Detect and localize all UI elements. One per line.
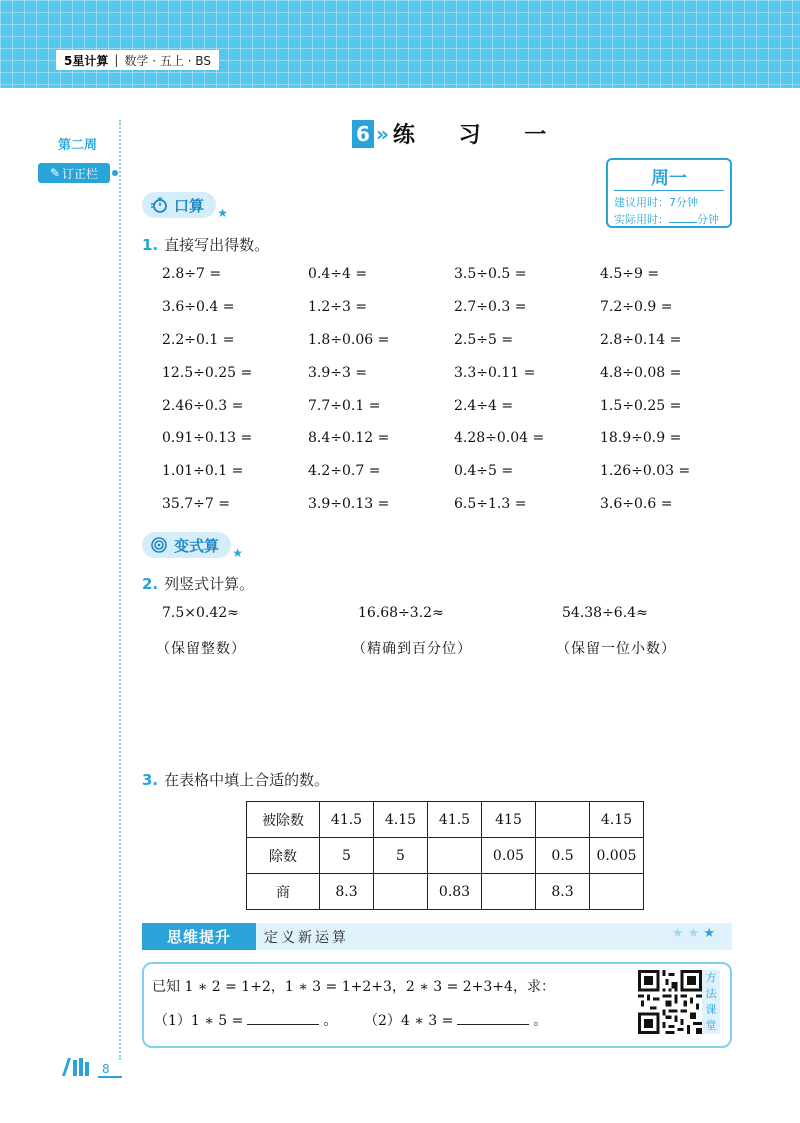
section-oral xyxy=(142,192,229,220)
section-variant xyxy=(142,532,244,560)
section-oral-title: 口算 xyxy=(174,196,205,215)
table-cell-blank[interactable] xyxy=(482,874,536,910)
correction-dot xyxy=(112,170,118,176)
lesson-number: 6 xyxy=(352,120,374,148)
day-label: 周一 xyxy=(651,168,687,189)
series-brand: 5星计算 xyxy=(64,53,109,68)
footer-underline xyxy=(98,1076,122,1078)
thinking-subtitle: 定义新运算 xyxy=(264,930,349,946)
q2-requirement: （保留一位小数） xyxy=(556,641,676,657)
q1-item: 1.5÷0.25 = xyxy=(600,398,682,414)
table-row xyxy=(247,802,644,838)
q1-item: 2.8÷7 = xyxy=(162,266,222,282)
q1-item: 3.6÷0.6 = xyxy=(600,496,673,512)
q1-item: 1.8÷0.06 = xyxy=(308,332,390,348)
q1-item: 2.4÷4 = xyxy=(454,398,514,414)
table-cell: 0.83 xyxy=(428,874,482,910)
actual-time-label: 实际用时： xyxy=(614,213,669,226)
q1-item: 8.4÷0.12 = xyxy=(308,430,390,446)
lesson-name: 练 习 一 xyxy=(392,123,565,148)
chevron-right-icon: » xyxy=(376,121,389,146)
table-cell: 415 xyxy=(482,802,536,838)
method-char: 堂 xyxy=(705,1019,717,1032)
answer-blank[interactable] xyxy=(457,1011,529,1025)
q1-item: 0.4÷5 = xyxy=(454,463,514,479)
star-icon: ★ xyxy=(672,926,688,941)
period: 。 xyxy=(323,1013,338,1029)
q1-item: 2.2÷0.1 = xyxy=(162,332,235,348)
table-cell: 0.5 xyxy=(536,838,590,874)
series-subtitle: 数学 · 五上 · BS xyxy=(124,53,211,68)
q1-item: 7.2÷0.9 = xyxy=(600,299,673,315)
series-tag xyxy=(56,50,219,70)
method-class-tag[interactable] xyxy=(702,970,720,1034)
q1-item: 6.5÷1.3 = xyxy=(454,496,527,512)
correction-tag xyxy=(38,163,110,183)
table-row xyxy=(247,874,644,910)
star-icon: ★ xyxy=(232,546,244,560)
method-char: 方 xyxy=(705,971,717,984)
qr-code-icon[interactable] xyxy=(638,970,702,1034)
table-cell: 5 xyxy=(374,838,428,874)
q1-item: 4.8÷0.08 = xyxy=(600,365,682,381)
q2-requirement: （精确到百分位） xyxy=(352,641,472,657)
target-icon xyxy=(150,536,168,554)
q1-item: 2.8÷0.14 = xyxy=(600,332,682,348)
actual-time-blank[interactable] xyxy=(669,213,697,223)
table-cell: 0.005 xyxy=(590,838,644,874)
q1-text: 直接写出得数。 xyxy=(164,236,270,254)
star-icon: ★ xyxy=(703,926,719,941)
q1-item: 2.7÷0.3 = xyxy=(454,299,527,315)
books-icon xyxy=(60,1056,96,1076)
q1-item: 4.28÷0.04 = xyxy=(454,430,545,446)
day-card xyxy=(606,158,732,228)
q1-item: 3.9÷3 = xyxy=(308,365,368,381)
q2-heading xyxy=(142,573,254,594)
q1-item: 7.7÷0.1 = xyxy=(308,398,381,414)
method-char: 课 xyxy=(705,1003,717,1016)
q1-item: 3.5÷0.5 = xyxy=(454,266,527,282)
q2-expression: 7.5×0.42≈ xyxy=(162,605,239,621)
q1-item: 18.9÷0.9 = xyxy=(600,430,682,446)
q2-text: 列竖式计算。 xyxy=(164,575,255,593)
q1-item: 35.7÷7 = xyxy=(162,496,230,512)
answer-blank[interactable] xyxy=(247,1011,319,1025)
table-cell: 0.05 xyxy=(482,838,536,874)
actual-time xyxy=(614,211,719,227)
margin-divider xyxy=(119,120,121,1060)
thinking-part-1-expr: （1）1 ∗ 5 = xyxy=(154,1013,244,1029)
thinking-part-1 xyxy=(154,1010,337,1030)
q1-number: 1. xyxy=(142,236,159,254)
table-row-label: 商 xyxy=(247,874,320,910)
q1-item: 3.3÷0.11 = xyxy=(454,365,536,381)
thinking-problem: 已知 1 ∗ 2 = 1+2，1 ∗ 3 = 1+2+3，2 ∗ 3 = 2+3+4，求： xyxy=(152,979,555,995)
table-cell-blank[interactable] xyxy=(590,874,644,910)
thinking-part-2-expr: （2）4 ∗ 3 = xyxy=(364,1013,454,1029)
star-icon: ★ xyxy=(217,206,229,220)
table-cell-blank[interactable] xyxy=(374,874,428,910)
period: 。 xyxy=(533,1013,548,1029)
q1-item: 0.91÷0.13 = xyxy=(162,430,253,446)
q1-item: 12.5÷0.25 = xyxy=(162,365,253,381)
actual-time-unit: 分钟 xyxy=(697,213,719,226)
table-cell: 4.15 xyxy=(374,802,428,838)
q2-expression: 16.68÷3.2≈ xyxy=(358,605,444,621)
star-icon: ★ xyxy=(687,926,704,941)
q3-heading xyxy=(142,769,329,790)
table-cell-blank[interactable] xyxy=(428,838,482,874)
q3-text: 在表格中填上合适的数。 xyxy=(164,771,330,789)
q1-item: 2.46÷0.3 = xyxy=(162,398,244,414)
q1-item: 0.4÷4 = xyxy=(308,266,368,282)
table-row xyxy=(247,838,644,874)
table-row-label: 被除数 xyxy=(247,802,320,838)
q2-expression: 54.38÷6.4≈ xyxy=(562,605,648,621)
table-cell: 4.15 xyxy=(590,802,644,838)
q1-heading xyxy=(142,234,269,255)
table-cell: 41.5 xyxy=(428,802,482,838)
pencil-icon: ✎ xyxy=(49,166,61,180)
table-row-label: 除数 xyxy=(247,838,320,874)
division-table xyxy=(246,801,644,910)
difficulty-stars xyxy=(672,926,719,941)
q1-item: 2.5÷5 = xyxy=(454,332,514,348)
thinking-part-2 xyxy=(364,1010,547,1030)
suggested-time: 建议用时：7分钟 xyxy=(614,196,698,209)
q2-number: 2. xyxy=(142,575,159,593)
correction-label: 订正栏 xyxy=(62,166,99,181)
table-cell: 41.5 xyxy=(320,802,374,838)
stopwatch-icon xyxy=(150,196,168,214)
lesson-title xyxy=(352,118,564,149)
q1-item: 4.2÷0.7 = xyxy=(308,463,381,479)
day-card-divider xyxy=(614,190,724,191)
series-separator: | xyxy=(114,53,119,67)
q1-item: 1.2÷3 = xyxy=(308,299,368,315)
page-number: 8 xyxy=(102,1062,110,1076)
q3-number: 3. xyxy=(142,771,159,789)
q1-item: 4.5÷9 = xyxy=(600,266,660,282)
thinking-tag: 思维提升 xyxy=(142,923,256,950)
table-cell: 8.3 xyxy=(536,874,590,910)
section-variant-title: 变式算 xyxy=(174,536,220,555)
header-band xyxy=(0,0,800,88)
q2-requirement: （保留整数） xyxy=(156,641,246,657)
table-cell: 8.3 xyxy=(320,874,374,910)
q1-item: 1.26÷0.03 = xyxy=(600,463,691,479)
table-cell: 5 xyxy=(320,838,374,874)
week-label: 第二周 xyxy=(58,138,98,153)
table-cell-blank[interactable] xyxy=(536,802,590,838)
method-char: 法 xyxy=(705,987,717,1000)
q1-item: 3.9÷0.13 = xyxy=(308,496,390,512)
q1-item: 1.01÷0.1 = xyxy=(162,463,244,479)
q1-item: 3.6÷0.4 = xyxy=(162,299,235,315)
